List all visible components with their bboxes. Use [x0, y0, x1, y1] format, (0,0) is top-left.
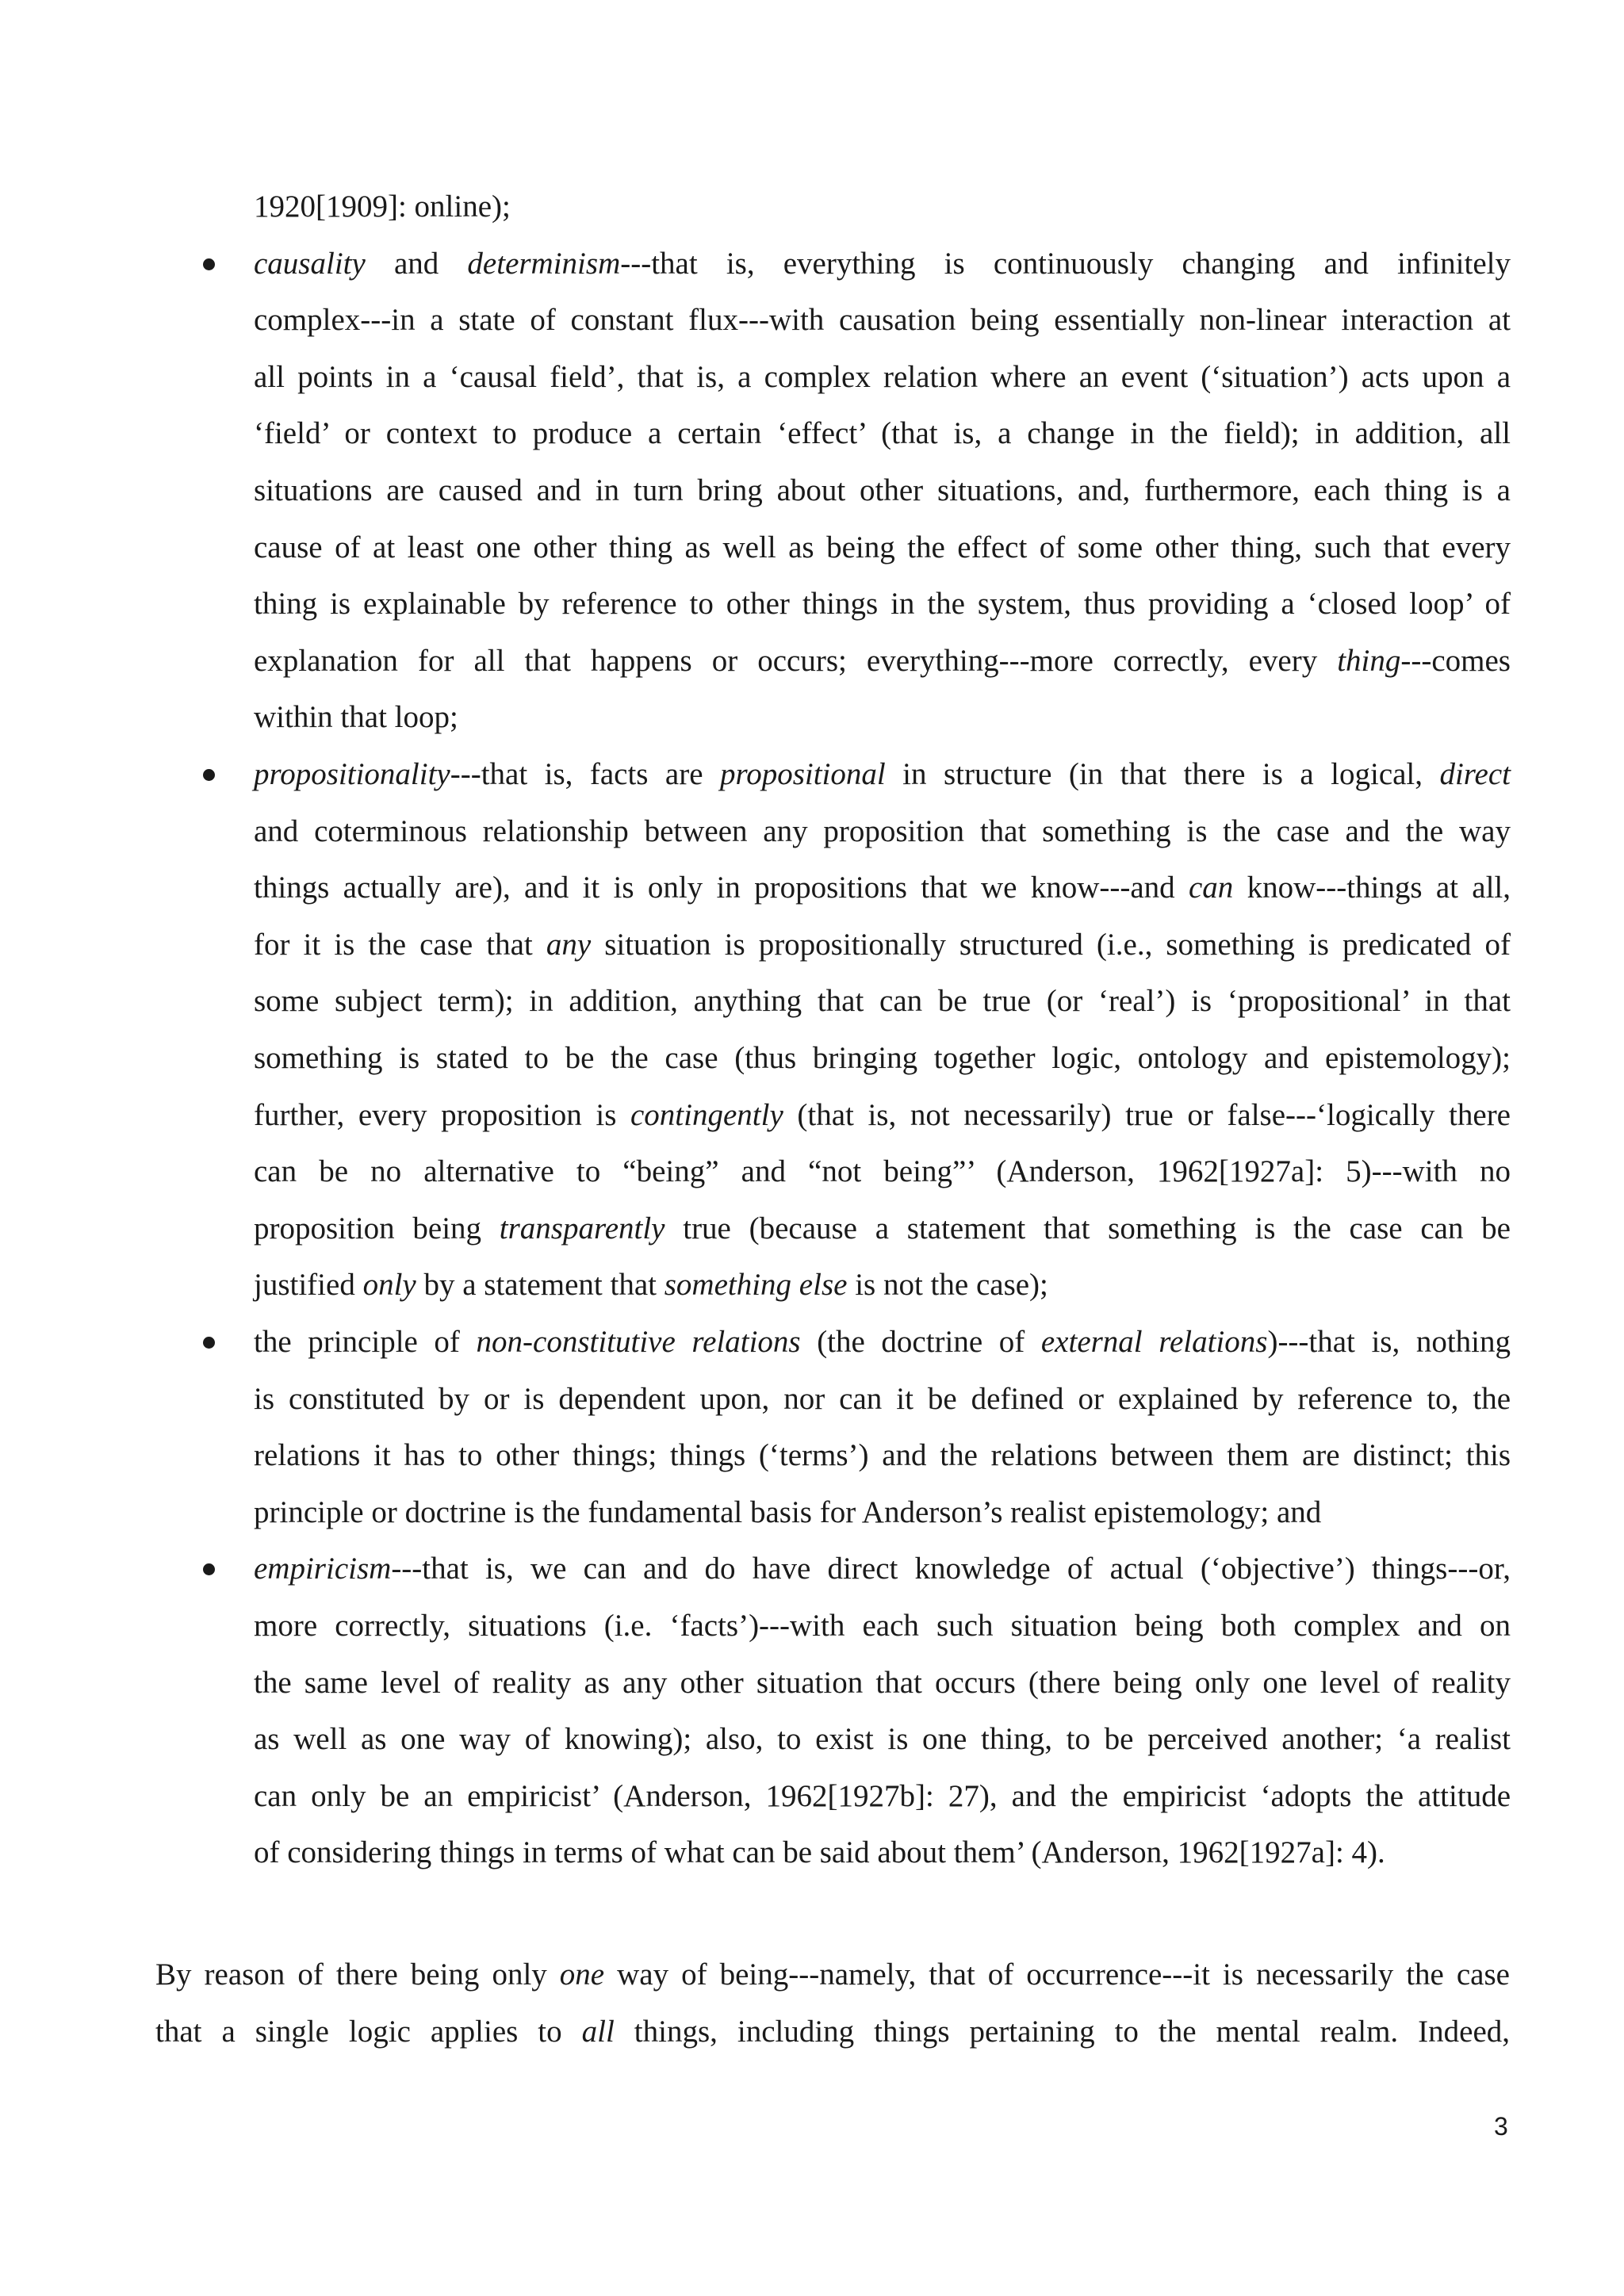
text-run: thing is explainable by reference to other things in the system, thus providing a ‘closed loop’ of [254, 587, 1511, 622]
italic-text: direct [1439, 757, 1511, 791]
text-run: true (because a statement that something is the case can be [665, 1211, 1511, 1246]
text-line [254, 929, 1511, 960]
text-line [254, 1494, 1322, 1529]
text-run: ‘field’ or context to produce a certain ‘effect’ (that is, a change in the field); in addition, all [254, 416, 1511, 451]
text-run: that a single logic applies to [155, 2014, 582, 2049]
text-run: within that loop; [254, 700, 458, 735]
text-run: as well as one way of knowing); also, to exist is one thing, to be perceived another; ‘a realist [254, 1722, 1511, 1757]
italic-text: propositional [719, 757, 886, 791]
text-line [254, 1156, 1511, 1187]
text-line [254, 1326, 1511, 1357]
italic-text: contingently [630, 1097, 783, 1132]
italic-text: transparently [499, 1211, 665, 1246]
text-run: the principle of [254, 1325, 477, 1359]
text-line [254, 1440, 1511, 1471]
text-line [254, 1097, 1511, 1132]
text-run: is constituted by or is dependent upon, nor can it be defined or explained by reference to, the [254, 1381, 1511, 1416]
text-run: principle or doctrine is the fundamental basis for Anderson’s realist epistemology; and [254, 1494, 1322, 1529]
text-run: things actually are), and it is only in propositions that we know---and [254, 871, 1189, 905]
text-run: proposition being [254, 1211, 500, 1246]
italic-text: thing [1337, 643, 1401, 678]
text-line [254, 1043, 1511, 1073]
text-run: is not the case); [847, 1268, 1048, 1303]
text-run: and coterminous relationship between any proposition that something is the case and the way [254, 813, 1511, 848]
text-line [155, 1959, 1510, 1990]
text-run: for it is the case that [254, 927, 546, 962]
text-line [254, 702, 458, 733]
text-run: complex---in a state of constant flux---with causation being essentially non-linear interaction at [254, 303, 1511, 338]
text-line [254, 303, 1511, 338]
text-run: explanation for all that happens or occurs; everything---more correctly, every [254, 643, 1338, 678]
text-run: way of being---namely, that of occurrence---it is necessarily the case [604, 1957, 1510, 1992]
text-line [254, 1724, 1511, 1755]
text-line [155, 2016, 1510, 2047]
text-run: the same level of reality as any other situation that occurs (there being only one level of reality [254, 1665, 1511, 1700]
text-run: in structure (in that there is a logical, [885, 757, 1440, 791]
text-run: situation is propositionally structured (i.e., something is predicated of [591, 927, 1511, 962]
text-line [254, 248, 1511, 279]
text-line [254, 1778, 1511, 1813]
text-line [254, 359, 1511, 394]
text-run: By reason of there being only [155, 1957, 560, 1992]
text-run: all points in a ‘causal field’, that is, a complex relation where an event (‘situation’) acts upon a [254, 359, 1511, 394]
text-line [254, 418, 1511, 449]
italic-text: empiricism [254, 1552, 392, 1586]
bullet-icon [203, 1563, 215, 1575]
italic-text: determinism [467, 246, 621, 281]
text-line [254, 1213, 1511, 1244]
text-line [254, 587, 1511, 622]
text-run: can be no alternative to “being” and “not being”’ (Anderson, 1962[1927a]: 5)---with no [254, 1154, 1511, 1189]
italic-text: something else [664, 1268, 848, 1303]
text-run: things, including things pertaining to the mental realm. Indeed, [614, 2014, 1510, 2049]
text-run: )---that is, nothing [1267, 1325, 1511, 1359]
page-number: 3 [1494, 2112, 1508, 2141]
text-line [254, 872, 1511, 903]
text-line [254, 1268, 1048, 1303]
text-line [254, 1837, 1385, 1868]
text-run: cause of at least one other thing as well as being the effect of some other thing, such that every [254, 530, 1511, 564]
text-run: relations it has to other things; things (‘terms’) and the relations between them are distinct; this [254, 1438, 1511, 1473]
text-run: situations are caused and in turn bring about other situations, and, furthermore, each thing is a [254, 473, 1511, 507]
text-line [254, 759, 1511, 790]
text-run: (the doctrine of [800, 1325, 1041, 1359]
text-line [254, 1610, 1511, 1641]
text-run: ---that is, we can and do have direct knowledge of actual (‘objective’) things---or, [391, 1552, 1511, 1586]
text-run: justified [254, 1268, 363, 1303]
text-run: some subject term); in addition, anything that can be true (or ‘real’) is ‘propositional’ in that [254, 984, 1511, 1019]
text-run: ---that is, everything is continuously changing and infinitely [620, 246, 1511, 281]
text-run: can only be an empiricist’ (Anderson, 1962[1927b]: 27), and the empiricist ‘adopts the attitude [254, 1778, 1511, 1813]
italic-text: any [546, 927, 592, 962]
text-line [254, 984, 1511, 1019]
text-run: (that is, not necessarily) true or false---‘logically there [783, 1097, 1511, 1132]
text-run: something is stated to be the case (thus bringing together logic, ontology and epistemology); [254, 1041, 1511, 1075]
text-run: of considering things in terms of what can be said about them’ (Anderson, 1962[1927a]: 4). [254, 1835, 1385, 1870]
text-run: further, every proposition is [254, 1097, 630, 1132]
text-line [254, 1553, 1511, 1584]
text-line [254, 1383, 1511, 1414]
text-run: know---things at all, [1233, 871, 1511, 905]
italic-text: only [362, 1268, 416, 1303]
text-run: ---comes [1400, 643, 1511, 678]
bullet-icon [203, 258, 215, 270]
italic-text: causality [254, 246, 366, 281]
italic-text: can [1188, 871, 1234, 905]
italic-text: all [581, 2014, 615, 2049]
text-run: more correctly, situations (i.e. ‘facts’)---with each such situation being both complex and on [254, 1609, 1511, 1643]
continuation-line: 1920[1909]: online); [254, 189, 511, 224]
text-line [254, 475, 1511, 506]
italic-text: propositionality [254, 757, 450, 791]
text-line [254, 645, 1511, 676]
text-run: by a statement that [416, 1268, 665, 1303]
text-run: ---that is, facts are [450, 757, 720, 791]
text-run: and [365, 246, 468, 281]
text-line [254, 532, 1511, 563]
text-line [254, 813, 1511, 848]
italic-text: external relations [1040, 1325, 1268, 1359]
bullet-icon [203, 769, 215, 781]
bullet-icon [203, 1337, 215, 1349]
text-line [254, 1667, 1511, 1698]
italic-text: one [559, 1957, 605, 1992]
italic-text: non-constitutive relations [476, 1325, 801, 1359]
